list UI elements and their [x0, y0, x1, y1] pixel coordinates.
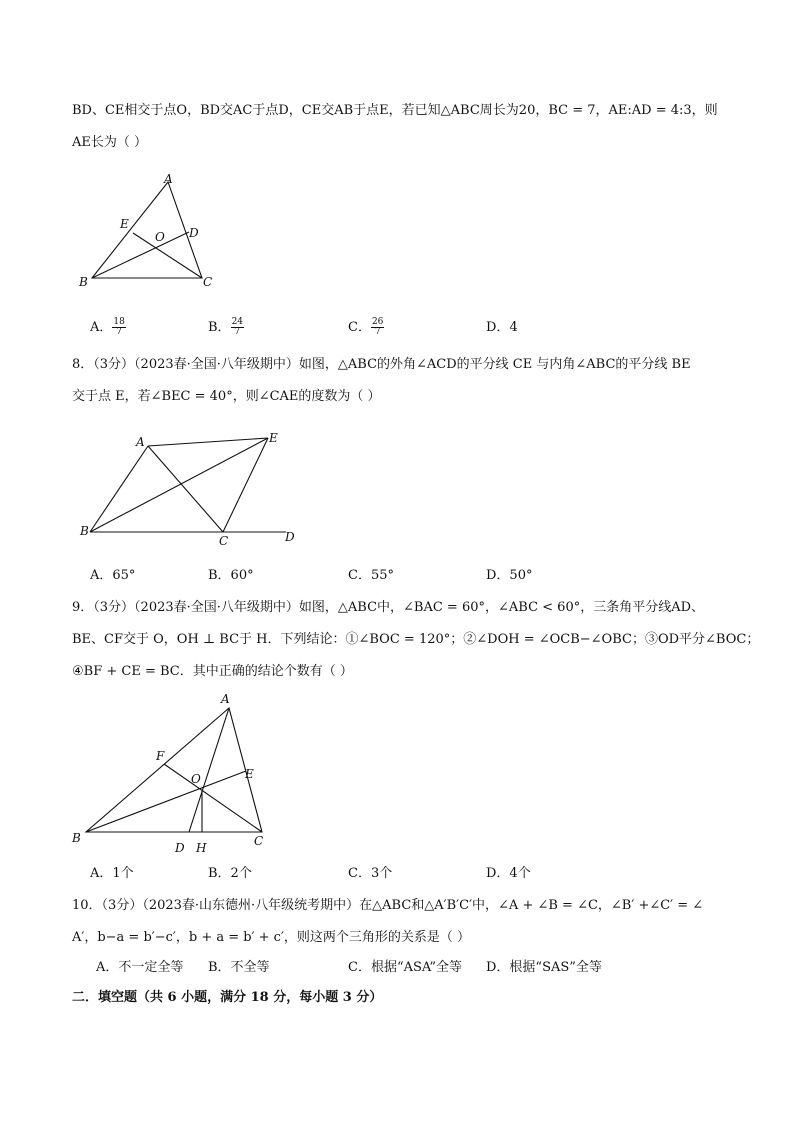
q7-option-a-numerator: 18	[113, 317, 125, 327]
q9-label-e: E	[245, 767, 254, 781]
q7-option-b-numerator: 24	[231, 317, 244, 327]
q9-text-line2: BE、CF交于 O，OH ⊥ BC于 H．下列结论：①∠BOC = 120°；②∠DOH = ∠OCB−∠OBC；③OD平分∠BOC；	[72, 632, 760, 647]
q7-option-d-label: D．	[486, 320, 510, 335]
q7-option-c-denominator: 7	[374, 327, 381, 337]
q7-option-a-denominator: 7	[116, 327, 122, 337]
q7-option-d-value: 4	[509, 320, 518, 335]
q10-text-line1: 10．（3分）（2023春·山东德州·八年级统考期中）在△ABC和△A′B′C′中，∠A + ∠B = ∠C，∠B′ +∠C′ = ∠	[72, 898, 704, 913]
q7-triangle-abc	[92, 182, 202, 278]
q8-segment-ab	[90, 446, 148, 532]
q8-segment-be	[90, 438, 268, 532]
q7-text-line2: AE长为（ ）	[72, 135, 148, 150]
q7-option-c-label: C．	[348, 320, 371, 335]
q9-label-a: A	[221, 692, 230, 706]
q8-segment-ae	[148, 438, 268, 446]
q9-label-f: F	[156, 749, 165, 763]
q9-text-line1: 9．（3分）（2023春·全国·八年级期中）如图，△ABC中，∠BAC = 60°，∠ABC < 60°，三条角平分线AD、	[72, 600, 705, 615]
q7-option-a-fraction	[112, 318, 125, 337]
q7-label-o: O	[155, 230, 165, 244]
q7-option-a-label: A．	[90, 320, 113, 335]
q7-option-b-label: B．	[208, 320, 231, 335]
q7-option-c-numerator: 26	[371, 317, 384, 327]
q8-option-b[interactable]: B．60°	[208, 568, 254, 583]
q7-segment-be	[92, 232, 189, 278]
q8-segment-ac	[148, 446, 223, 532]
q9-label-b: B	[72, 831, 81, 845]
q7-figure	[72, 168, 222, 293]
q8-label-a: A	[136, 435, 145, 449]
q7-label-e: E	[120, 217, 129, 231]
q10-option-c[interactable]: C．根据“ASA”全等	[348, 960, 463, 975]
q9-figure	[66, 690, 286, 860]
q10-text-line2: A′，b−a = b′−c′，b + a = b′ + c′，则这两个三角形的关系是（ ）	[72, 930, 471, 945]
q9-option-b[interactable]: B．2个	[208, 866, 252, 881]
q7-label-d: D	[189, 226, 199, 240]
q9-option-d[interactable]: D．4个	[486, 866, 531, 881]
q7-option-b-fraction	[231, 318, 244, 337]
q7-label-b: B	[79, 275, 88, 289]
section-2-heading: 二．填空题（共 6 小题，满分 18 分，每小题 3 分）	[72, 990, 383, 1005]
q9-label-c: C	[254, 834, 264, 848]
q8-option-c[interactable]: C．55°	[348, 568, 394, 583]
q8-label-c: C	[219, 534, 229, 548]
q9-segment-ad	[189, 708, 229, 832]
q7-option-d[interactable]	[486, 318, 518, 338]
q8-figure	[72, 424, 312, 549]
q9-option-c[interactable]: C．3个	[348, 866, 393, 881]
q9-option-a[interactable]: A．1个	[90, 866, 134, 881]
q8-label-d: D	[285, 530, 295, 544]
q8-option-a[interactable]: A．65°	[90, 568, 136, 583]
q7-option-c[interactable]	[348, 318, 384, 338]
q8-label-e: E	[269, 431, 278, 445]
q9-label-o: O	[191, 772, 201, 786]
q7-option-c-fraction	[371, 318, 384, 337]
q10-option-a[interactable]: A．不一定全等	[96, 960, 184, 975]
q7-option-a[interactable]	[90, 318, 126, 338]
q10-option-d[interactable]: D．根据“SAS”全等	[486, 960, 602, 975]
q7-label-a: A	[164, 172, 173, 186]
q7-option-b[interactable]	[208, 318, 244, 338]
q7-label-c: C	[203, 275, 213, 289]
q9-label-h: H	[196, 841, 207, 855]
q9-text-line3: ④BF + CE = BC．其中正确的结论个数有（ ）	[72, 664, 353, 679]
q8-segment-ce	[223, 438, 268, 532]
q10-option-b[interactable]: B．不全等	[208, 960, 270, 975]
q9-label-d: D	[175, 841, 185, 855]
q8-text-line2: 交于点 E，若∠BEC = 40°，则∠CAE的度数为（ ）	[72, 389, 381, 404]
q8-option-d[interactable]: D．50°	[486, 568, 533, 583]
q7-option-b-denominator: 7	[234, 327, 241, 337]
q8-label-b: B	[80, 524, 89, 538]
q9-segment-be	[86, 771, 246, 832]
q7-text-line1: BD、CE相交于点O，BD交AC于点D，CE交AB于点E，若已知△ABC周长为20，BC = 7，AE:AD = 4:3，则	[72, 103, 718, 118]
q8-text-line1: 8．（3分）（2023春·全国·八年级期中）如图，△ABC的外角∠ACD的平分线 CE 与内角∠ABC的平分线 BE	[72, 357, 691, 372]
